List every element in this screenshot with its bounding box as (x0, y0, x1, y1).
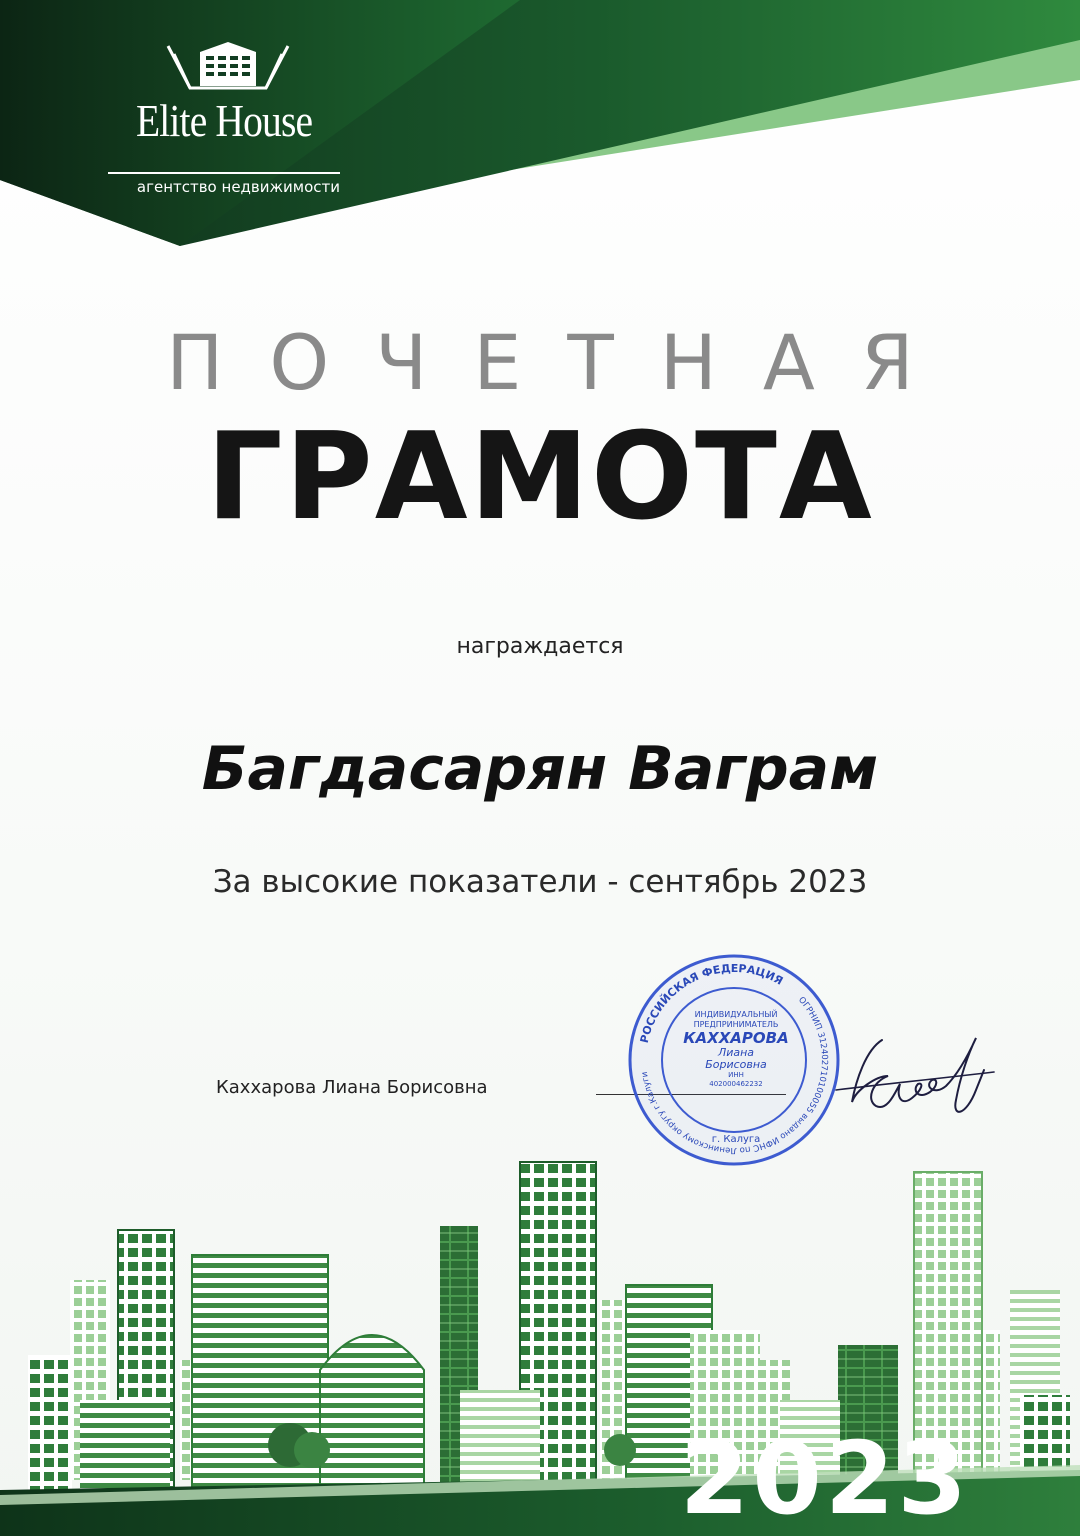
logo-title: Elite House (135, 95, 313, 146)
company-logo (108, 36, 348, 196)
award-reason: За высокие показатели - сентябрь 2023 (212, 864, 868, 900)
stamp-center (666, 1010, 806, 1089)
stamp-inn-number: 402000462232 (709, 1080, 763, 1088)
official-stamp (626, 952, 842, 1168)
stamp-line-entrepreneur: ПРЕДПРИНИМАТЕЛЬ (693, 1020, 779, 1029)
awarded-text: награждается (456, 634, 624, 659)
stamp-inn-label: ИНН (728, 1071, 744, 1079)
stamp-line-individual: ИНДИВИДУАЛЬНЫЙ (694, 1010, 778, 1019)
stamp-surname: КАХХАРОВА (683, 1029, 789, 1047)
stamp-ring-text: ОГРНИП 312402710100055 выдано ИФНС по Ленинскому округу г.Калуги (639, 995, 830, 1156)
stamp-ring-top: РОССИЙСКАЯ ФЕДЕРАЦИЯ (637, 961, 786, 1045)
recipient-name: Багдасарян Ваграм (201, 734, 879, 804)
stamp-first-name: Лиана (717, 1046, 755, 1059)
stamp-city: г. Калуга (711, 1134, 761, 1145)
signer-name: Каххарова Лиана Борисовна (216, 1077, 488, 1098)
logo-subtitle: агентство недвижимости (108, 172, 340, 196)
stamp-patronymic: Борисовна (705, 1058, 767, 1071)
year-label: 2023 (679, 1420, 970, 1536)
building-logo-icon (160, 36, 296, 96)
title-certificate: ГРАМОТА (206, 408, 874, 547)
title-honorary: ПОЧЕТНАЯ (166, 318, 960, 407)
handwritten-signature-icon (826, 1020, 996, 1136)
